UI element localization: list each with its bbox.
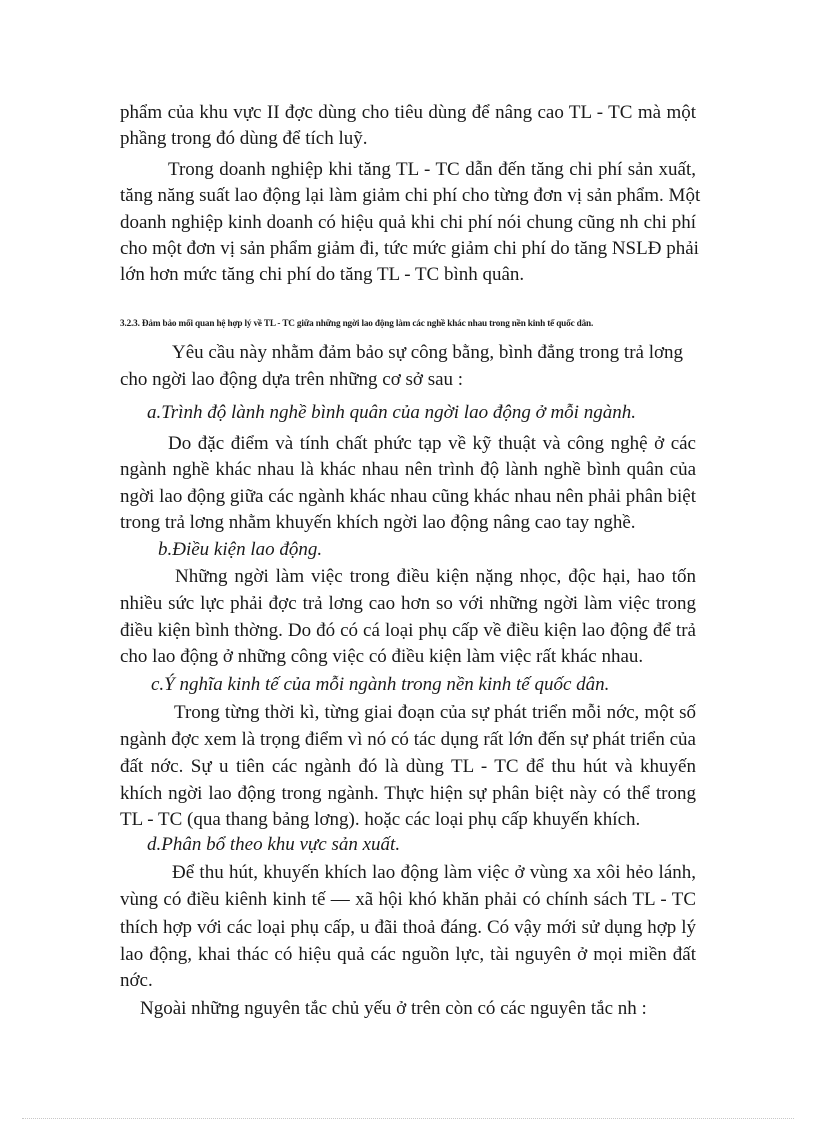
subheading-b: b.Điều kiện lao động. [158,539,323,560]
text-line: ngành nghề khác nhau là khác nhau nên trình độ lành nghề bình quân của [120,459,696,480]
text-line: lớn hơn mức tăng chi phí do tăng TL - TC bình quân. [120,264,525,285]
text-line: vùng có điều kiênh kinh tế — xã hội khó khăn phải có chính sách TL - TC [120,889,696,910]
paragraph-start-line: Để thu hút, khuyến khích lao động làm việc ở vùng xa xôi hẻo lánh, [172,862,696,883]
text-line: điều kiện bình thờng. Do đó có cá loại phụ cấp về điều kiện lao động để trả [120,620,696,641]
text-line: tăng năng suất lao động lại làm giảm chi phí cho từng đơn vị sản phẩm. Một [120,185,701,206]
paragraph-start-line: Trong từng thời kì, từng giai đoạn của sự phát triển mỗi nớc, một số [174,702,696,723]
paragraph-start-line: Trong doanh nghiệp khi tăng TL - TC dẫn đến tăng chi phí sản xuất, [168,159,696,180]
text-line: phầng trong đó dùng để tích luỹ. [120,128,368,149]
text-line: nớc. [120,970,153,991]
text-line: cho ngời lao động dựa trên những cơ sở sau : [120,369,464,390]
text-line: đất nớc. Sự u tiên các ngành đó là dùng TL - TC để thu hút và khuyến [120,756,696,777]
subheading-a: a.Trình độ lành nghề bình quân của ngời lao động ở mỗi ngành. [147,402,636,423]
text-line: cho một đơn vị sản phẩm giảm đi, tức mức giảm chi phí do tăng NSLĐ phải [120,238,699,259]
footer-divider [22,1118,794,1119]
text-line: lao động, khai thác có hiệu quả các nguồn lực, tài nguyên ở mọi miền đất [120,944,696,965]
text-line: trong trả lơng nhằm khuyến khích ngời lao động nâng cao tay nghề. [120,512,636,533]
paragraph-start-line: Những ngời làm việc trong điều kiện nặng nhọc, độc hại, hao tốn [175,566,696,587]
text-line: phẩm của khu vực II đợc dùng cho tiêu dùng để nâng cao TL - TC mà một [120,102,696,123]
text-line: TL - TC (qua thang bảng lơng). hoặc các loại phụ cấp khuyến khích. [120,809,641,830]
text-line: thích hợp với các loại phụ cấp, u đãi thoả đáng. Có vậy mới sử dụng hợp lý [120,917,696,938]
text-line: khích ngời lao động trong ngành. Thực hiện sự phân biệt này có thể trong [120,783,696,804]
text-line: cho lao động ở những công việc có điều kiện làm việc rất khác nhau. [120,646,644,667]
text-line: ngành đợc xem là trọng điểm vì nó có tác dụng rất lớn đến sự phát triển của [120,729,696,750]
text-line: doanh nghiệp kinh doanh có hiệu quả khi chi phí nói chung cũng nh chi phí [120,212,696,233]
subheading-d: d.Phân bổ theo khu vực sản xuất. [147,834,401,855]
paragraph-start-line: Do đặc điểm và tính chất phức tạp về kỹ thuật và công nghệ ở các [168,433,696,454]
subheading-c: c.Ý nghĩa kinh tế của mỗi ngành trong nền kinh tế quốc dân. [151,674,610,695]
text-line: nhiều sức lực phải đợc trả lơng cao hơn so với những ngời làm việc trong [120,593,696,614]
closing-line: Ngoài những nguyên tắc chủ yếu ở trên còn có các nguyên tắc nh : [140,998,647,1019]
text-line: ngời lao động giữa các ngành khác nhau cũng khác nhau nên phải phân biệt [120,486,696,507]
section-heading: 3.2.3. Đảm bảo mối quan hệ hợp lý về TL - TC giữa những ngời lao động làm các nghề khác nhau trong nền kinh tế quốc dân. [120,318,594,328]
paragraph-start-line: Yêu cầu này nhằm đảm bảo sự công bằng, bình đẳng trong trả lơng [172,342,684,363]
